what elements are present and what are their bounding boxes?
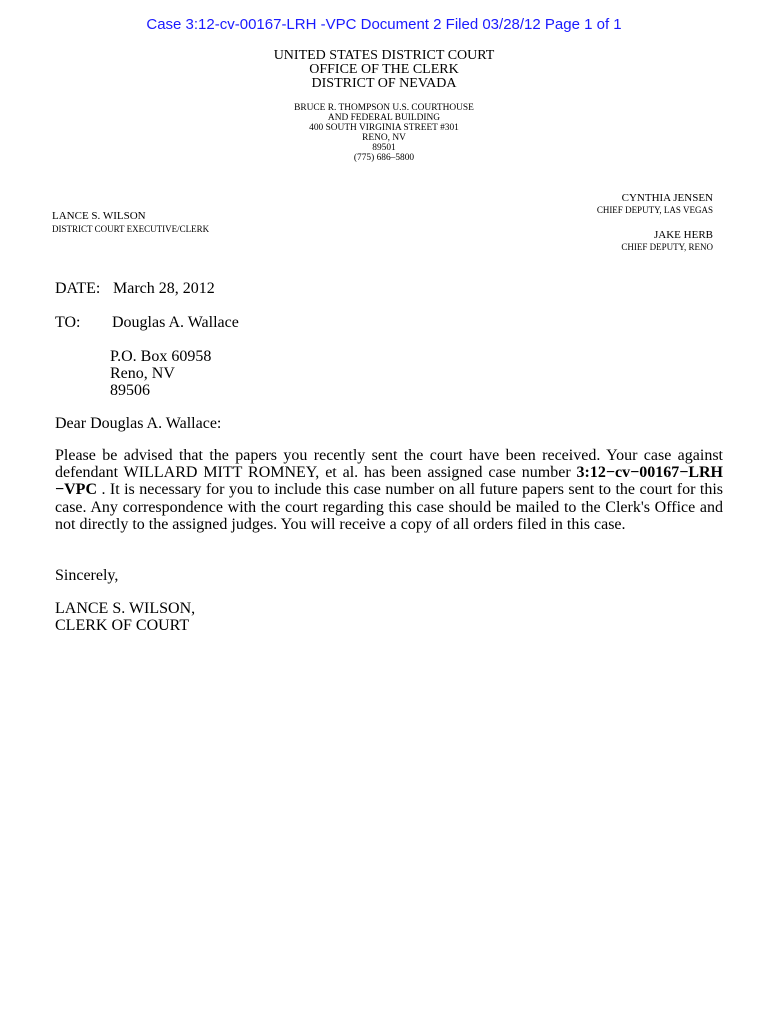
to-label: TO: bbox=[55, 314, 81, 331]
phone-number: (775) 686–5800 bbox=[353, 153, 415, 163]
district-name: DISTRICT OF NEVADA bbox=[311, 76, 457, 91]
case-filing-stamp: Case 3:12-cv-00167-LRH -VPC Document 2 Filed 03/28/12 Page 1 of 1 bbox=[146, 16, 622, 33]
clerk-name: LANCE S. WILSON bbox=[52, 210, 146, 222]
signer-title: CLERK OF COURT bbox=[55, 617, 190, 634]
letter-date: March 28, 2012 bbox=[113, 280, 215, 297]
closing: Sincerely, bbox=[55, 567, 119, 584]
date-label: DATE: bbox=[55, 280, 101, 297]
deputy-reno-title: CHIEF DEPUTY, RENO bbox=[621, 242, 713, 252]
case-number: 3:12−cv−00167−LRH −VPC bbox=[55, 464, 723, 499]
deputy-reno-name: JAKE HERB bbox=[654, 229, 713, 241]
court-name: UNITED STATES DISTRICT COURT bbox=[273, 48, 495, 63]
address-line: BRUCE R. THOMPSON U.S. COURTHOUSE bbox=[294, 103, 474, 113]
address-line: RENO, NV bbox=[362, 133, 406, 143]
recipient-address-line: Reno, NV bbox=[110, 365, 175, 382]
body-text: . It is necessary for you to include this case number on all future papers sent to the court for this case. Any correspondence with the court regarding this case should be mailed to the Clerk's Office and not directly to the assigned judges. You will receive a copy of all orders filed in this case. bbox=[55, 481, 723, 533]
address-line: AND FEDERAL BUILDING bbox=[327, 113, 441, 123]
recipient-address-line: P.O. Box 60958 bbox=[110, 348, 212, 365]
salutation: Dear Douglas A. Wallace: bbox=[55, 415, 222, 432]
clerk-title: DISTRICT COURT EXECUTIVE/CLERK bbox=[52, 224, 210, 234]
deputy-las-vegas-title: CHIEF DEPUTY, LAS VEGAS bbox=[596, 205, 713, 215]
recipient-name: Douglas A. Wallace bbox=[112, 314, 239, 331]
deputy-las-vegas-name: CYNTHIA JENSEN bbox=[621, 192, 713, 204]
recipient-address-line: 89506 bbox=[110, 382, 150, 399]
letter-body bbox=[55, 447, 723, 533]
address-line: 89501 bbox=[372, 143, 396, 153]
signer-name: LANCE S. WILSON, bbox=[55, 600, 196, 617]
body-text: Please be advised that the papers you recently sent the court have been received. Your case against defendant WILLARD MITT ROMNEY, et al. has been assigned case number bbox=[55, 447, 723, 482]
office-name: OFFICE OF THE CLERK bbox=[309, 62, 459, 77]
address-line: 400 SOUTH VIRGINIA STREET #301 bbox=[309, 123, 459, 133]
